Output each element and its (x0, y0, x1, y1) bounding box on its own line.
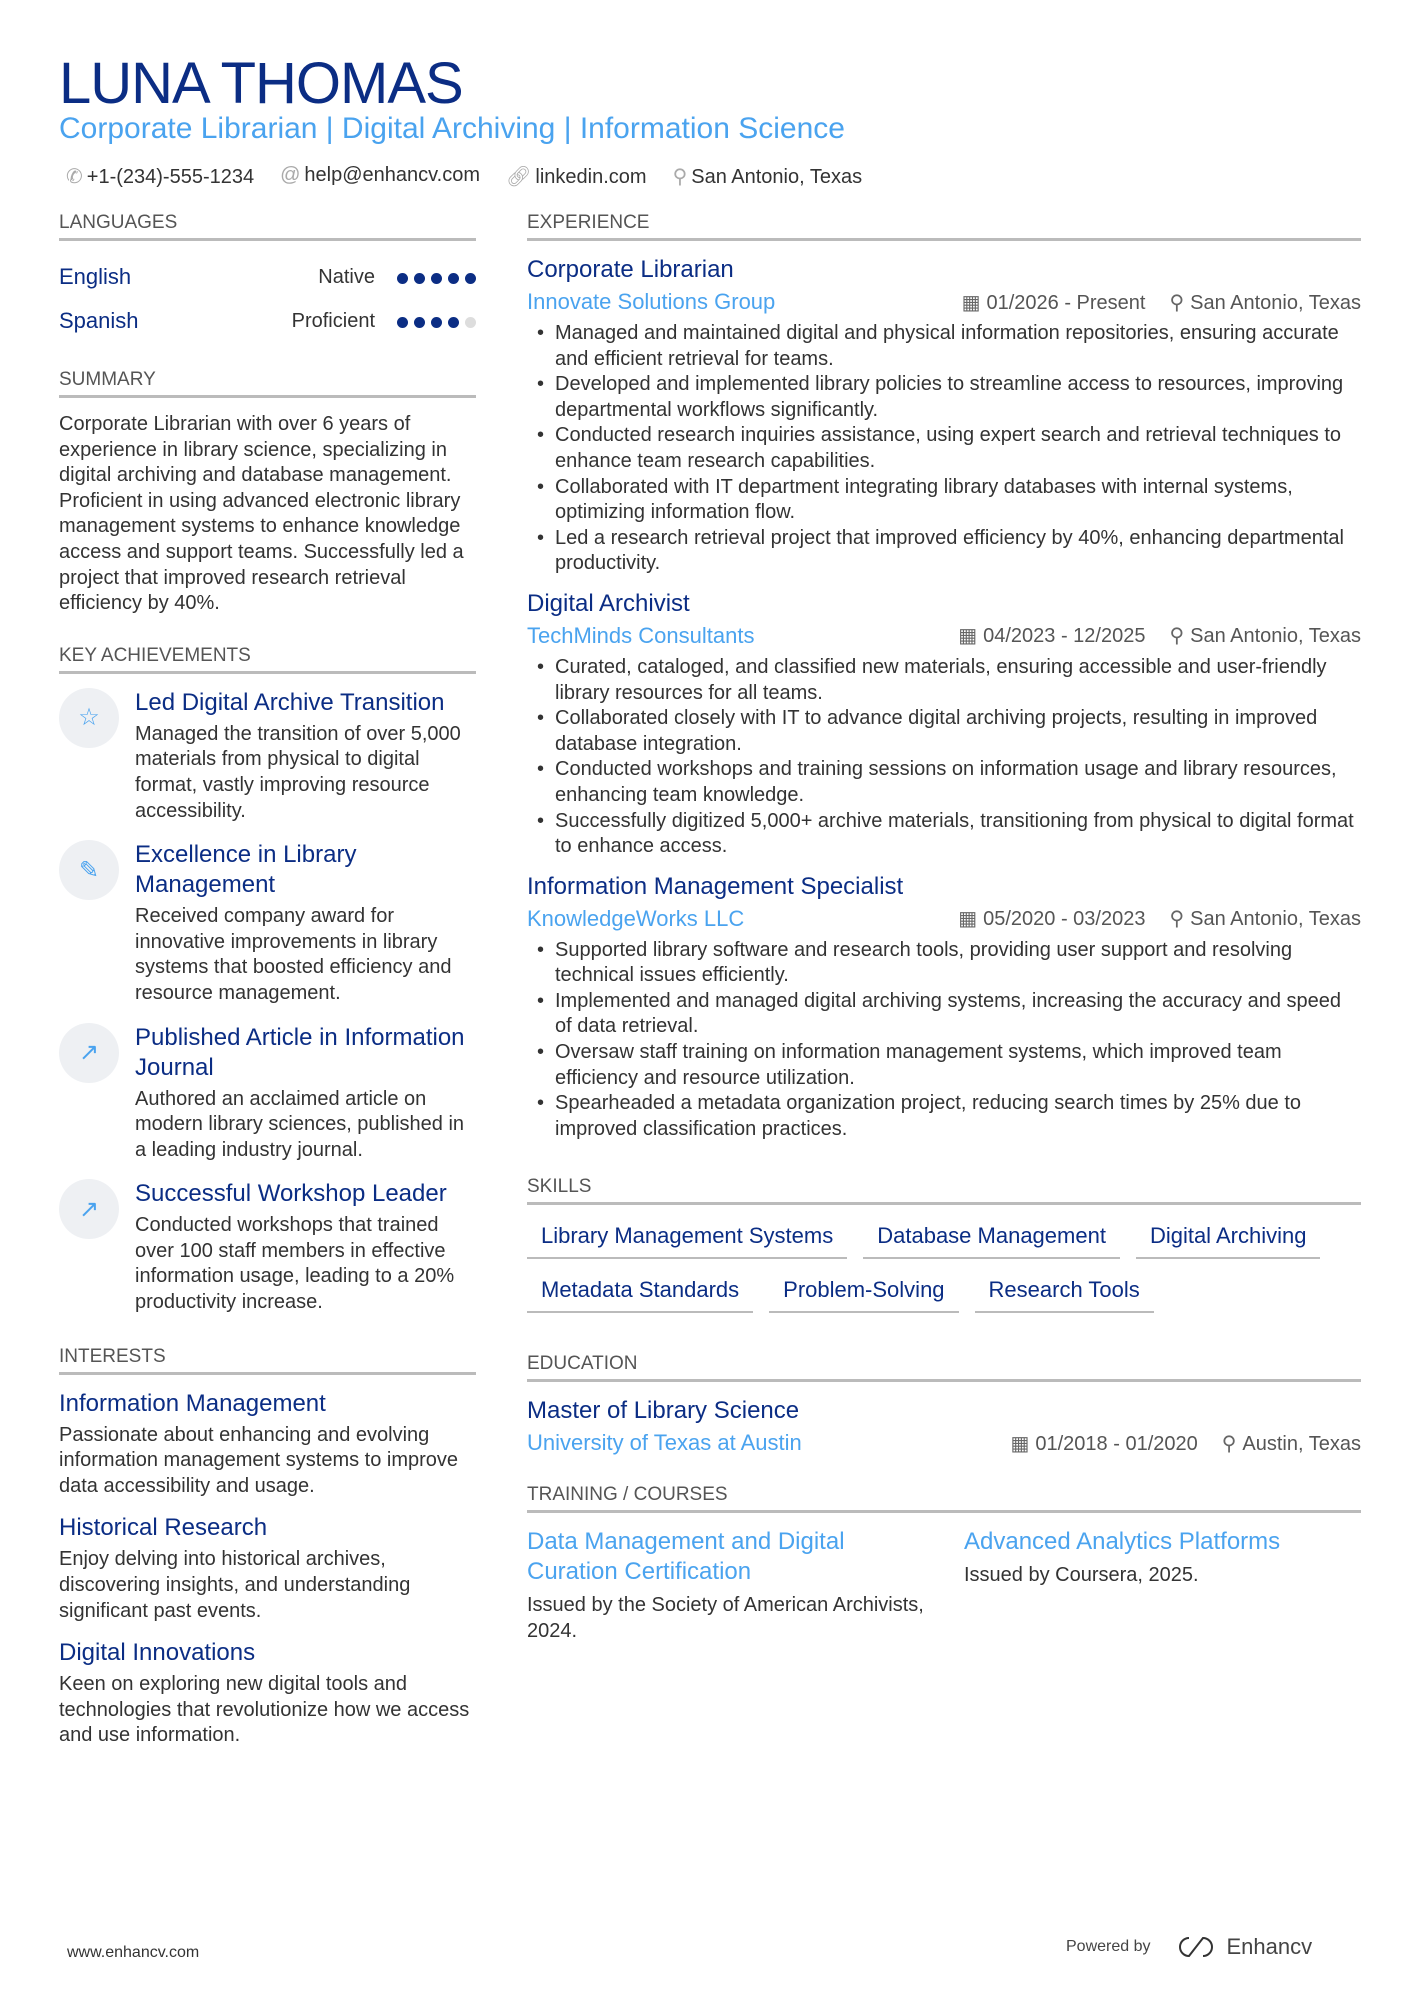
language-item (59, 255, 476, 299)
section-header-languages: LANGUAGES (59, 212, 476, 241)
star-icon: ☆ (59, 688, 119, 748)
enhancv-logo (1173, 1934, 1313, 1960)
achievement-desc: Conducted workshops that trained over 100 staff members in effective information usage, leading to a 20% productivity increase. (135, 1214, 455, 1314)
location-pin-icon: ⚲ (1169, 291, 1185, 314)
course-desc: Issued by the Society of American Archivists, 2024. (527, 1594, 924, 1643)
location-text: San Antonio, Texas (1190, 625, 1361, 648)
course (964, 1527, 1361, 1644)
link-icon: 🔗︎ (506, 166, 532, 188)
job-location (1169, 623, 1361, 648)
skill-tag: Problem-Solving (769, 1273, 958, 1313)
section-header-training: TRAINING / COURSES (527, 1484, 1361, 1513)
calendar-icon: ▦ (958, 625, 978, 648)
bullet-item: • Supported library software and research tools, providing user support and resolving technical issues efficiently. (527, 938, 1361, 989)
section-header-skills: SKILLS (527, 1176, 1361, 1205)
at-icon: @ (280, 164, 301, 186)
calendar-icon: ▦ (961, 291, 981, 314)
experience-item (527, 255, 1361, 577)
course-desc: Issued by Coursera, 2025. (964, 1564, 1199, 1587)
bullet-item: • Successfully digitized 5,000+ archive materials, transitioning from physical to digital format to enhance access. (527, 809, 1361, 860)
phone (66, 164, 254, 189)
job-bullets (527, 938, 1361, 1143)
job-dates (958, 906, 1145, 931)
skill-tag: Digital Archiving (1136, 1219, 1321, 1259)
education-dates (1010, 1431, 1197, 1456)
interest-title: Digital Innovations (59, 1639, 256, 1667)
achievement-title: Excellence in Library Management (135, 841, 357, 899)
footer-website[interactable]: www.enhancv.com (67, 1944, 200, 1961)
bullet-item: • Implemented and managed digital archiving systems, increasing the accuracy and speed of data retrieval. (527, 989, 1361, 1040)
achievement-item (59, 688, 476, 824)
training-list (527, 1527, 1361, 1644)
bullet-item: • Managed and maintained digital and physical information repositories, ensuring accurate and efficient retrieval for teams. (527, 321, 1361, 372)
phone-icon: ✆ (66, 166, 83, 188)
contact-info (66, 164, 862, 189)
bullet-item: • Conducted research inquiries assistance, using expert search and retrieval techniques to enhance team research capabilities. (527, 423, 1361, 474)
interest-desc: Enjoy delving into historical archives, discovering insights, and understanding significant past events. (59, 1548, 411, 1622)
dates-text: 01/2026 - Present (986, 291, 1146, 314)
powered-by-label: Powered by (1066, 1938, 1151, 1955)
proficiency-dot (431, 273, 442, 284)
job-meta (527, 906, 1361, 932)
summary-text: Corporate Librarian with over 6 years of experience in library science, specializing in digital archiving and database management. Proficient in using advanced electronic library management systems to enhance knowledge access and support teams. Successfully led a project that improved research retrieval efficiency by 40%. (59, 413, 464, 615)
strategy-icon: ↗ (59, 1179, 119, 1239)
bullet-item: • Collaborated with IT department integrating library databases with internal systems, optimizing information flow. (527, 475, 1361, 526)
section-header-achievements: KEY ACHIEVEMENTS (59, 645, 476, 674)
proficiency-dot (465, 317, 476, 328)
proficiency-dot (431, 317, 442, 328)
proficiency-dot (414, 273, 425, 284)
language-level: Native (318, 265, 375, 288)
job-dates (962, 290, 1146, 315)
job-bullets (527, 655, 1361, 860)
location-text: Austin, Texas (1242, 1432, 1361, 1455)
bullet-item: • Spearheaded a metadata organization project, reducing search times by 25% due to improved classification practices. (527, 1091, 1361, 1142)
job-title: Corporate Librarian (527, 256, 734, 283)
achievement-body (135, 688, 476, 824)
linkedin[interactable] (506, 164, 647, 189)
experience-item (527, 589, 1361, 860)
dates-text: 04/2023 - 12/2025 (983, 625, 1146, 648)
interest-title: Information Management (59, 1389, 326, 1417)
achievement-body (135, 1023, 476, 1164)
company-name: TechMinds Consultants (527, 622, 755, 648)
proficiency-dot (414, 317, 425, 328)
section-header-summary: SUMMARY (59, 369, 476, 398)
candidate-name: LUNA THOMAS (59, 51, 463, 116)
experience-item (527, 872, 1361, 1143)
proficiency-dot (465, 273, 476, 284)
interest-desc: Keen on exploring new digital tools and technologies that revolutionize how we access and use information. (59, 1673, 470, 1747)
proficiency-dot (397, 273, 408, 284)
achievement-item (59, 840, 476, 1006)
experience-list (527, 255, 1361, 1142)
skill-tag: Database Management (863, 1219, 1120, 1259)
achievement-body (135, 1179, 476, 1315)
achievement-title: Successful Workshop Leader (135, 1180, 447, 1208)
interest-item (59, 1638, 476, 1749)
skill-tag: Research Tools (975, 1273, 1154, 1313)
achievement-item (59, 1023, 476, 1164)
job-title: Information Management Specialist (527, 872, 904, 900)
job-meta (527, 623, 1361, 649)
job-location (1169, 290, 1361, 315)
phone-text: +1-(234)-555-1234 (86, 166, 255, 188)
calendar-icon: ▦ (1010, 1432, 1030, 1455)
languages-list (59, 255, 476, 343)
education-meta (527, 1430, 1361, 1456)
dates-text: 05/2020 - 03/2023 (983, 908, 1146, 931)
bullet-item: • Collaborated closely with IT to advance digital archiving projects, resulting in improved database integration. (527, 706, 1361, 757)
achievement-title: Led Digital Archive Transition (135, 688, 445, 716)
language-name: English (59, 264, 132, 289)
proficiency-dot (397, 317, 408, 328)
language-item (59, 299, 476, 343)
language-level: Proficient (291, 309, 375, 332)
proficiency-dots (391, 264, 476, 290)
skill-tag: Metadata Standards (527, 1273, 753, 1313)
interests-list (59, 1389, 476, 1749)
section-header-interests: INTERESTS (59, 1346, 476, 1375)
job-title: Digital Archivist (527, 589, 690, 617)
achievement-item (59, 1179, 476, 1315)
bullet-item: • Developed and implemented library policies to streamline access to resources, improving departmental workflows significantly. (527, 372, 1361, 423)
candidate-subtitle: Corporate Librarian | Digital Archiving | Information Science (59, 112, 845, 145)
school: University of Texas at Austin (527, 1430, 802, 1456)
achievement-desc: Authored an acclaimed article on modern library sciences, published in a leading industry journal. (135, 1087, 465, 1161)
left-column (59, 212, 476, 1763)
section-header-education: EDUCATION (527, 1353, 1361, 1382)
proficiency-dot (448, 273, 459, 284)
dates-text: 01/2018 - 01/2020 (1035, 1432, 1198, 1455)
location (673, 164, 863, 189)
location-text: San Antonio, Texas (1190, 908, 1361, 931)
achievement-desc: Received company award for innovative improvements in library systems that boosted efficiency and resource management. (135, 905, 452, 1004)
location-text: San Antonio, Texas (1190, 291, 1361, 314)
course-title: Data Management and Digital Curation Certification (527, 1528, 845, 1586)
company-name: Innovate Solutions Group (527, 289, 776, 314)
enhancv-logo-icon (1173, 1934, 1219, 1960)
calendar-icon: ▦ (958, 908, 978, 931)
proficiency-dots (391, 308, 476, 334)
right-column (527, 212, 1361, 1645)
bullet-item: • Conducted workshops and training sessions on information usage and library resources, enhancing team knowledge. (527, 757, 1361, 808)
company-name: KnowledgeWorks LLC (527, 905, 745, 931)
skill-tag: Library Management Systems (527, 1219, 847, 1259)
job-dates (958, 623, 1145, 648)
interest-item (59, 1389, 476, 1500)
job-bullets (527, 321, 1361, 577)
brand-name: Enhancv (1226, 1934, 1313, 1959)
location-pin-icon: ⚲ (1169, 625, 1185, 648)
section-header-experience: EXPERIENCE (527, 212, 1361, 241)
email[interactable] (280, 164, 480, 189)
bullet-item: • Led a research retrieval project that improved efficiency by 40%, enhancing departmental productivity. (527, 526, 1361, 577)
skills-list (527, 1219, 1361, 1313)
achievement-title: Published Article in Information Journal (135, 1023, 465, 1081)
achievement-body (135, 840, 476, 1006)
strategy-icon: ↗ (59, 1023, 119, 1083)
job-location (1169, 906, 1361, 931)
course-title: Advanced Analytics Platforms (964, 1528, 1281, 1556)
location-pin-icon: ⚲ (1221, 1432, 1237, 1455)
achievement-desc: Managed the transition of over 5,000 materials from physical to digital format, vastly improving resource accessibility. (135, 722, 461, 822)
magic-wand-icon: ✎ (59, 840, 119, 900)
location-pin-icon: ⚲ (1169, 908, 1185, 931)
proficiency-dot (448, 317, 459, 328)
interest-desc: Passionate about enhancing and evolving information management systems to improve data accessibility and usage. (59, 1423, 459, 1497)
footer-powered (1066, 1934, 1312, 1960)
bullet-item: • Oversaw staff training on information management systems, which improved team efficiency and resource utilization. (527, 1040, 1361, 1091)
achievements-list (59, 688, 476, 1316)
bullet-item: • Curated, cataloged, and classified new materials, ensuring accessible and user-friendly library resources for all teams. (527, 655, 1361, 706)
education-location (1222, 1431, 1361, 1456)
link-text[interactable]: linkedin.com (535, 166, 647, 188)
location-text: San Antonio, Texas (691, 166, 863, 188)
location-pin-icon: ⚲ (672, 166, 688, 188)
course (527, 1527, 924, 1644)
job-meta (527, 289, 1361, 315)
interest-title: Historical Research (59, 1514, 268, 1542)
email-text[interactable]: help@enhancv.com (304, 164, 481, 186)
language-name: Spanish (59, 308, 139, 333)
interest-item (59, 1513, 476, 1624)
degree: Master of Library Science (527, 1397, 800, 1425)
